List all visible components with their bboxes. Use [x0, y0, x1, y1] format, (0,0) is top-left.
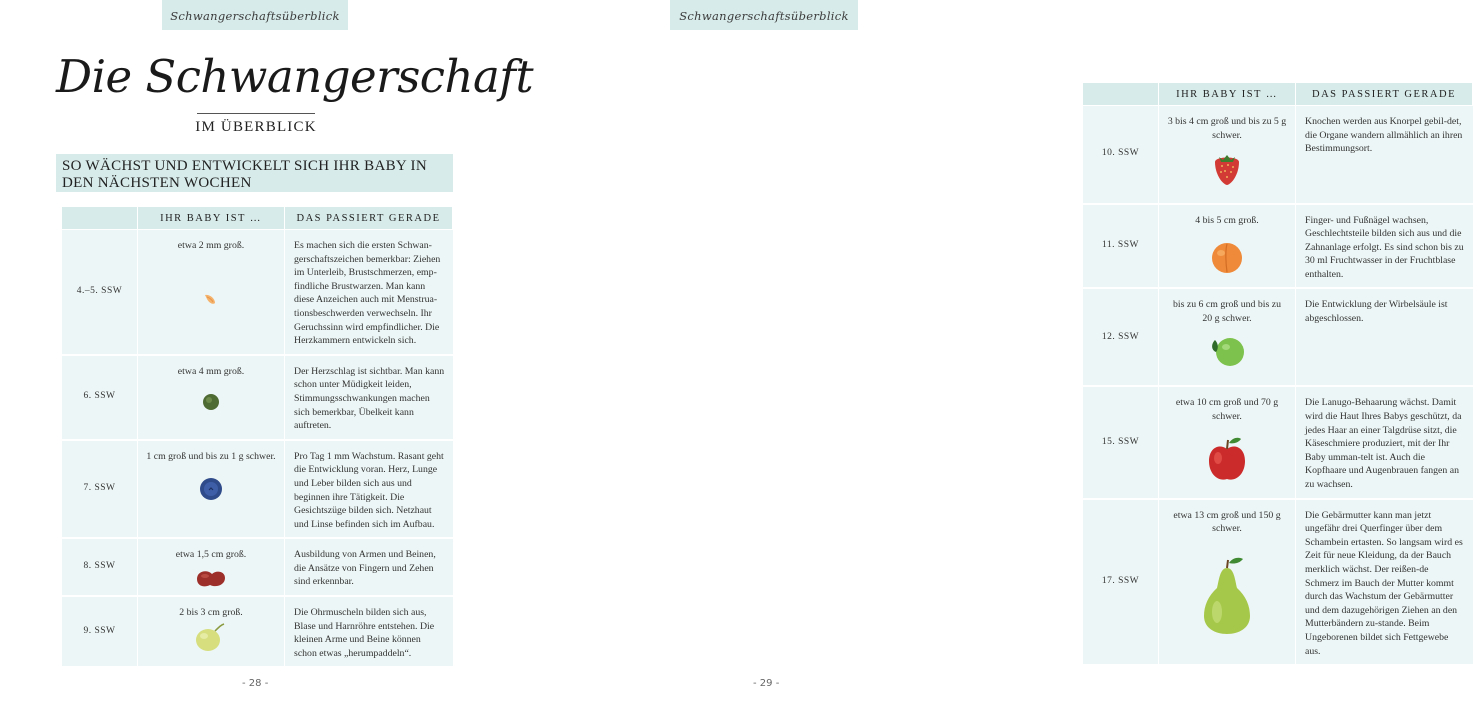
week-label: 7. SSW — [62, 440, 138, 539]
table-row — [62, 230, 453, 355]
week-label: 6. SSW — [62, 355, 138, 440]
size-text: etwa 13 cm groß und 150 g schwer. — [1173, 509, 1281, 535]
page-number: - 28 - — [242, 678, 269, 689]
size-text: bis zu 6 cm groß und bis zu 20 g schwer. — [1172, 299, 1282, 325]
week-table-left — [61, 206, 453, 668]
header-week — [1083, 83, 1159, 106]
lime-icon — [1205, 330, 1249, 370]
pear-icon — [1200, 556, 1254, 636]
table-row — [1083, 288, 1473, 386]
table-header-row — [62, 207, 453, 230]
week-label: 15. SSW — [1083, 386, 1159, 498]
description: Ausbildung von Armen und Beinen, die Ansätze von Fingern und Zehen sind erkennbar. — [285, 538, 453, 596]
section-tab: Schwangerschaftsüberblick — [670, 0, 858, 30]
page-subtitle: IM ÜBERBLICK — [195, 119, 317, 135]
header-size: IHR BABY IST … — [1159, 83, 1296, 106]
section-tab: Schwangerschaftsüberblick — [162, 0, 348, 30]
bean-icon — [194, 567, 228, 589]
seed-icon — [201, 289, 221, 309]
table-row — [1083, 386, 1473, 498]
description: Die Entwicklung der Wirbelsäule ist abgeschlossen. — [1296, 288, 1473, 386]
description: Finger- und Fußnägel wachsen, Geschlechtsteile bilden sich aus und die Zahnanlage erfolgt. Es sind schon bis zu 30 ml Fruchtwasser in der Fruchtblase enthalten. — [1296, 204, 1473, 289]
size-text: etwa 1,5 cm groß. — [175, 549, 247, 561]
week-label: 8. SSW — [62, 538, 138, 596]
table-row — [62, 596, 453, 667]
week-table-right — [1082, 82, 1473, 666]
table-row — [1083, 204, 1473, 289]
size-text: etwa 10 cm groß und 70 g schwer. — [1175, 397, 1279, 423]
description: Es machen sich die ersten Schwan-gerschaftszeichen bemerkbar: Ziehen im Unterleib, Brustschmerzen, emp-findliche Brustwarzen. Man kann diese Anzeichen auch mit Menstrua-tionsbeschwerden verwechseln. Ihr Geruchssinn wird empfindlicher. Die Herzkammern entwickeln sich. — [285, 230, 453, 355]
size-text: 1 cm groß und bis zu 1 g schwer. — [146, 450, 276, 462]
week-label: 10. SSW — [1083, 106, 1159, 204]
size-text: etwa 2 mm groß. — [177, 240, 245, 251]
apple-icon — [1205, 434, 1249, 484]
size-text: etwa 4 mm groß. — [177, 365, 245, 377]
left-page — [0, 0, 534, 708]
week-label: 12. SSW — [1083, 288, 1159, 386]
header-events: DAS PASSIERT GERADE — [285, 207, 453, 230]
table-header-row — [1083, 83, 1473, 106]
size-text: 3 bis 4 cm groß und bis zu 5 g schwer. — [1167, 116, 1287, 141]
week-label: 11. SSW — [1083, 204, 1159, 289]
grape-icon — [193, 621, 229, 653]
right-page — [510, 0, 1464, 708]
week-label: 17. SSW — [1083, 499, 1159, 666]
table-row — [62, 538, 453, 596]
table-row — [1083, 106, 1473, 204]
apricot-icon — [1209, 239, 1245, 275]
week-label: 4.–5. SSW — [62, 230, 138, 355]
table-row — [1083, 499, 1473, 666]
page-title: Die Schwangerschaft — [56, 50, 534, 103]
section-banner: SO WÄCHST UND ENTWICKELT SICH IHR BABY IN DEN NÄCHSTEN WOCHEN — [56, 154, 453, 192]
size-text: 4 bis 5 cm groß. — [1195, 214, 1259, 226]
description: Die Lanugo-Behaarung wächst. Damit wird die Haut Ihres Babys geschützt, da jedes Haar an einer Talgdrüse sitzt, die Käseschmiere produziert, mit der Ihr Baby umman-telt ist. Auch die Kopfhaare und Augenbrauen fangen an zu wachsen. — [1296, 386, 1473, 498]
description: Die Ohrmuscheln bilden sich aus, Blase und Harnröhre entstehen. Die kleinen Arme und Beine können schon etwas „herumpaddeln“. — [285, 596, 453, 667]
blueberry-icon — [199, 477, 223, 501]
description: Pro Tag 1 mm Wachstum. Rasant geht die Entwicklung voran. Herz, Lunge und Leber bilden sich aus und beginnen ihre Tätigkeit. Die Gesichtszüge bilden sich. Netzhaut und Linse befinden sich im Aufbau. — [285, 440, 453, 539]
size-text: 2 bis 3 cm groß. — [179, 607, 243, 619]
pea-icon — [201, 392, 221, 412]
table-row — [62, 440, 453, 539]
description: Der Herzschlag ist sichtbar. Man kann schon unter Müdigkeit leiden, Stimmungsschwankungen machen sich bemerkbar, Übelkeit kann auftreten. — [285, 355, 453, 440]
description: Die Gebärmutter kann man jetzt ungefähr drei Querfinger über dem Schambein ertasten. So langsam wird es Zeit für neue Kleidung, da der Bauch merklich wächst. Der reißen-de Schmerz im Bauch der Mutter kommt durch das Wachstum der Gebärmutter und dem dazugehörigen Ziehen an den Mutterbändern zu-stande. Beim Ungeborenen bildet sich Fettgewebe aus. — [1296, 499, 1473, 666]
page-number: - 29 - — [753, 678, 780, 689]
table-row — [62, 355, 453, 440]
title-divider — [197, 113, 315, 114]
header-week — [62, 207, 138, 230]
description: Knochen werden aus Knorpel gebil-det, die Organe wandern allmählich an ihren Bestimmungsort. — [1296, 106, 1473, 204]
header-size: IHR BABY IST … — [138, 207, 285, 230]
header-events: DAS PASSIERT GERADE — [1296, 83, 1473, 106]
strawberry-icon — [1210, 150, 1244, 188]
week-label: 9. SSW — [62, 596, 138, 667]
